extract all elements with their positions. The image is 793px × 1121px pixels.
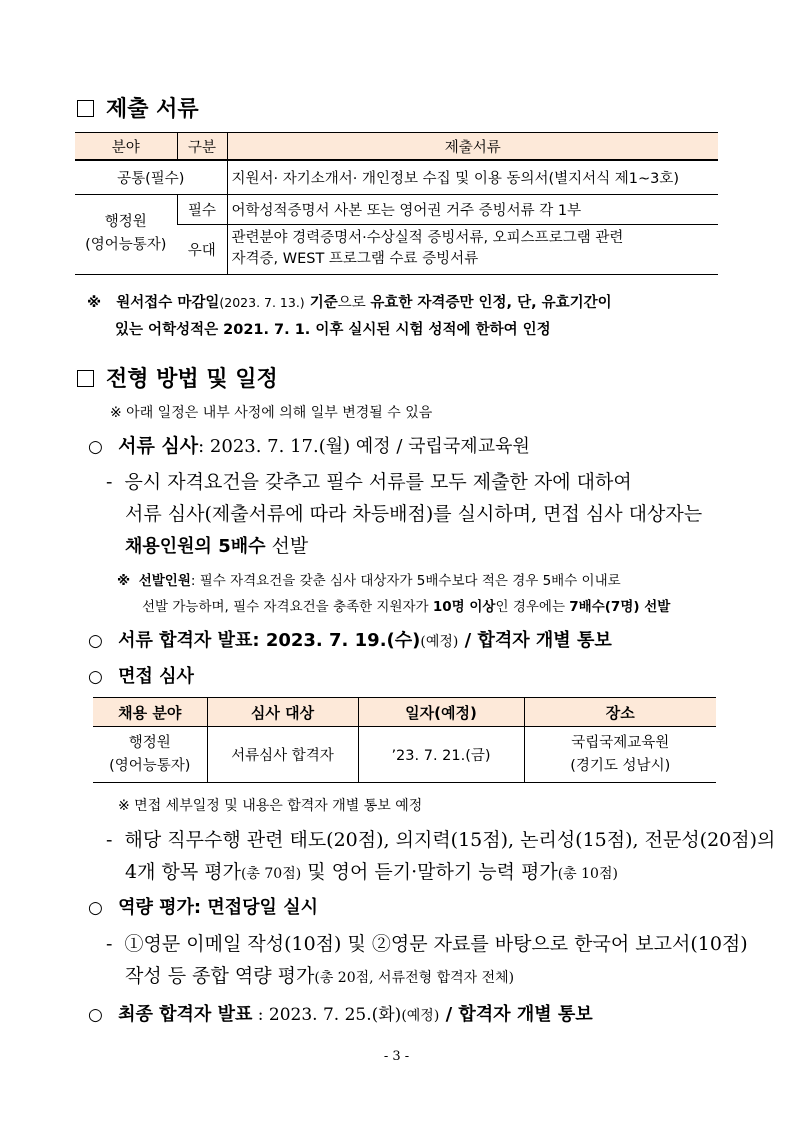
header-place: 장소: [524, 698, 716, 727]
common-docs: 지원서· 자기소개서· 개인정보 수집 및 이용 동의서(별지서식 제1~3호): [227, 160, 718, 194]
checkbox-square-icon: [77, 370, 94, 387]
table-row: [93, 727, 716, 783]
iv-date: ’23. 7. 21.(금): [358, 727, 524, 783]
doc-review-desc-line2: 서류 심사(제출서류에 따라 차등배점)를 실시하며, 면접 심사 대상자는: [125, 503, 703, 525]
doc-review-desc-line1: - 응시 자격요건을 갖추고 필수 서류를 모두 제출한 자에 대하여: [106, 471, 632, 493]
table-header-row: [75, 133, 718, 161]
iv-place: 국립국제교육원 (경기도 성남시): [524, 727, 716, 783]
header-field: 채용 분야: [93, 698, 207, 727]
note-deadline: ※ 원서접수 마감일(2023. 7. 13.) 기준으로 유효한 자격증만 인정, 단, 유효기간이: [87, 295, 612, 311]
header-date: 일자(예정): [358, 698, 524, 727]
checkbox-square-icon: [77, 100, 94, 117]
interview-note: ※ 면접 세부일정 및 내용은 합격자 개별 통보 예정: [118, 798, 423, 814]
preferred-docs: 관련분야 경력증명서·수상실적 증빙서류, 오피스프로그램 관련 자격증, WEST 프로그램 수료 증빙서류: [227, 224, 718, 274]
section-title-process: 전형 방법 및 일정: [77, 362, 278, 393]
admin-field: 행정원 (영어능통자): [75, 194, 177, 274]
iv-target: 서류심사 합격자: [207, 727, 358, 783]
table-row: [75, 194, 718, 224]
common-field: 공통(필수): [75, 160, 227, 194]
preferred-category: 우대: [177, 224, 227, 274]
iv-field: 행정원 (영어능통자): [109, 735, 191, 774]
note-selection: ※ 선발인원: 필수 자격요건을 갖춘 심사 대상자가 5배수보다 적은 경우 5배수 이내로: [117, 573, 621, 589]
page-number: - 3 -: [383, 1049, 410, 1064]
header-category: 구분: [177, 133, 227, 161]
section-title-documents: 제출 서류: [77, 92, 199, 123]
table-header-row: [93, 698, 716, 727]
doc-result-heading: ○ 서류 합격자 발표: 2023. 7. 19.(수)(예정) / 합격자 개별 통보: [88, 630, 612, 651]
interview-desc-line2: 4개 항목 평가(총 70점) 및 영어 듣기·말하기 능력 평가(총 10점): [125, 861, 618, 883]
header-target: 심사 대상: [207, 698, 358, 727]
competency-heading: ○ 역량 평가: 면접당일 실시: [88, 897, 318, 918]
final-heading: ○ 최종 합격자 발표 : 2023. 7. 25.(화)(예정) / 합격자 개별 통보: [88, 1004, 593, 1025]
competency-desc-line1: - ①영문 이메일 작성(10점) 및 ②영문 자료를 바탕으로 한국어 보고서(10점): [106, 933, 748, 955]
doc-review-desc-line3: 채용인원의 5배수 선발: [125, 535, 309, 557]
doc-review-heading: ○ 서류 심사: 2023. 7. 17.(월) 예정 / 국립국제교육원: [88, 435, 530, 457]
interview-table: [93, 697, 716, 783]
table-row: [75, 160, 718, 194]
interview-desc-line1: - 해당 직무수행 관련 태도(20점), 의지력(15점), 논리성(15점), 전문성(20점)의: [106, 829, 776, 851]
note-selection-line2: 선발 가능하며, 필수 자격요건을 충족한 지원자가 10명 이상인 경우에는 7배수(7명) 선발: [142, 599, 671, 615]
required-docs: 어학성적증명서 사본 또는 영어권 거주 증빙서류 각 1부: [227, 194, 718, 224]
required-category: 필수: [177, 194, 227, 224]
documents-table: [75, 132, 718, 275]
competency-desc-line2: 작성 등 종합 역량 평가(총 20점, 서류전형 합격자 전체): [125, 965, 515, 987]
interview-heading: ○ 면접 심사: [88, 666, 194, 687]
header-field: 분야: [75, 133, 177, 161]
schedule-note: ※ 아래 일정은 내부 사정에 의해 일부 변경될 수 있음: [110, 405, 433, 421]
note-deadline-line2: 있는 어학성적은 2021. 7. 1. 이후 실시된 시험 성적에 한하여 인정: [115, 322, 551, 338]
header-documents: 제출서류: [227, 133, 718, 161]
